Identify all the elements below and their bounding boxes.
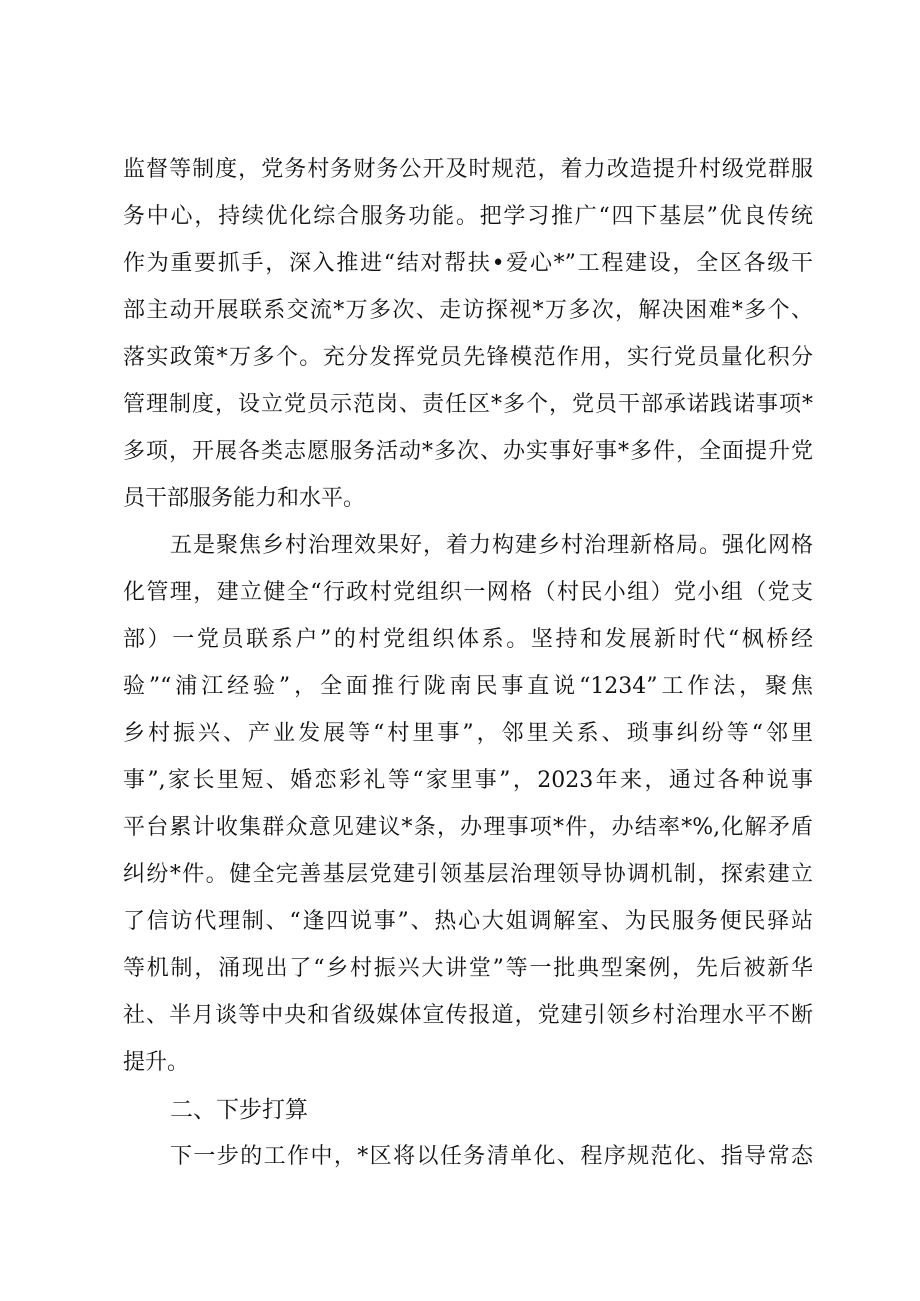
section-heading: 二、下步打算 [170,1097,308,1123]
paragraph-line: 监督等制度，党务村务财务公开及时规范，着力改造提升村级党群服 [123,157,813,182]
paragraph-line: 部主动开展联系交流*万多次、走访探视*万多次，解决困难*多个、 [123,298,813,323]
paragraph-line: 管理制度，设立党员示范岗、责任区*多个，党员干部承诺践诺事项* [123,392,813,417]
paragraph-line: 化管理，建立健全“行政村党组织一网格（村民小组）党小组（党支 [123,580,813,605]
paragraph-line: 社、半月谈等中央和省级媒体宣传报道，党建引领乡村治理水平不断 [123,1003,813,1028]
paragraph-line: 部）一党员联系户”的村党组织体系。坚持和发展新时代“枫桥经 [123,627,813,652]
paragraph-line: 事”,家长里短、婚恋彩礼等“家里事”，2023年来，通过各种说事 [123,768,813,793]
paragraph-line: 务中心，持续优化综合服务功能。把学习推广“四下基层”优良传统 [123,204,813,229]
paragraph-line: 验”“浦江经验”，全面推行陇南民事直说“1234”工作法，聚焦 [123,674,813,699]
paragraph-line: 五是聚焦乡村治理效果好，着力构建乡村治理新格局。强化网格 [170,533,813,558]
paragraph-line: 提升。 [123,1050,190,1075]
paragraph-line: 下一步的工作中，*区将以任务清单化、程序规范化、指导常态 [170,1144,813,1169]
paragraph-line: 落实政策*万多个。充分发挥党员先锋模范作用，实行党员量化积分 [123,345,813,370]
paragraph-line: 纠纷*件。健全完善基层党建引领基层治理领导协调机制，探索建立 [123,862,813,887]
paragraph-line: 平台累计收集群众意见建议*条，办理事项*件，办结率*%,化解矛盾 [123,815,813,840]
paragraph-line: 了信访代理制、“逢四说事”、热心大姐调解室、为民服务便民驿站 [123,909,813,934]
paragraph-line: 乡村振兴、产业发展等“村里事”，邻里关系、琐事纠纷等“邻里 [123,721,813,746]
paragraph-line: 员干部服务能力和水平。 [123,486,366,511]
paragraph-line: 多项，开展各类志愿服务活动*多次、办实事好事*多件，全面提升党 [123,439,813,464]
paragraph-line: 等机制，涌现出了“乡村振兴大讲堂”等一批典型案例，先后被新华 [123,956,813,981]
paragraph-line: 作为重要抓手，深入推进“结对帮扶•爱心*”工程建设，全区各级干 [123,251,813,276]
